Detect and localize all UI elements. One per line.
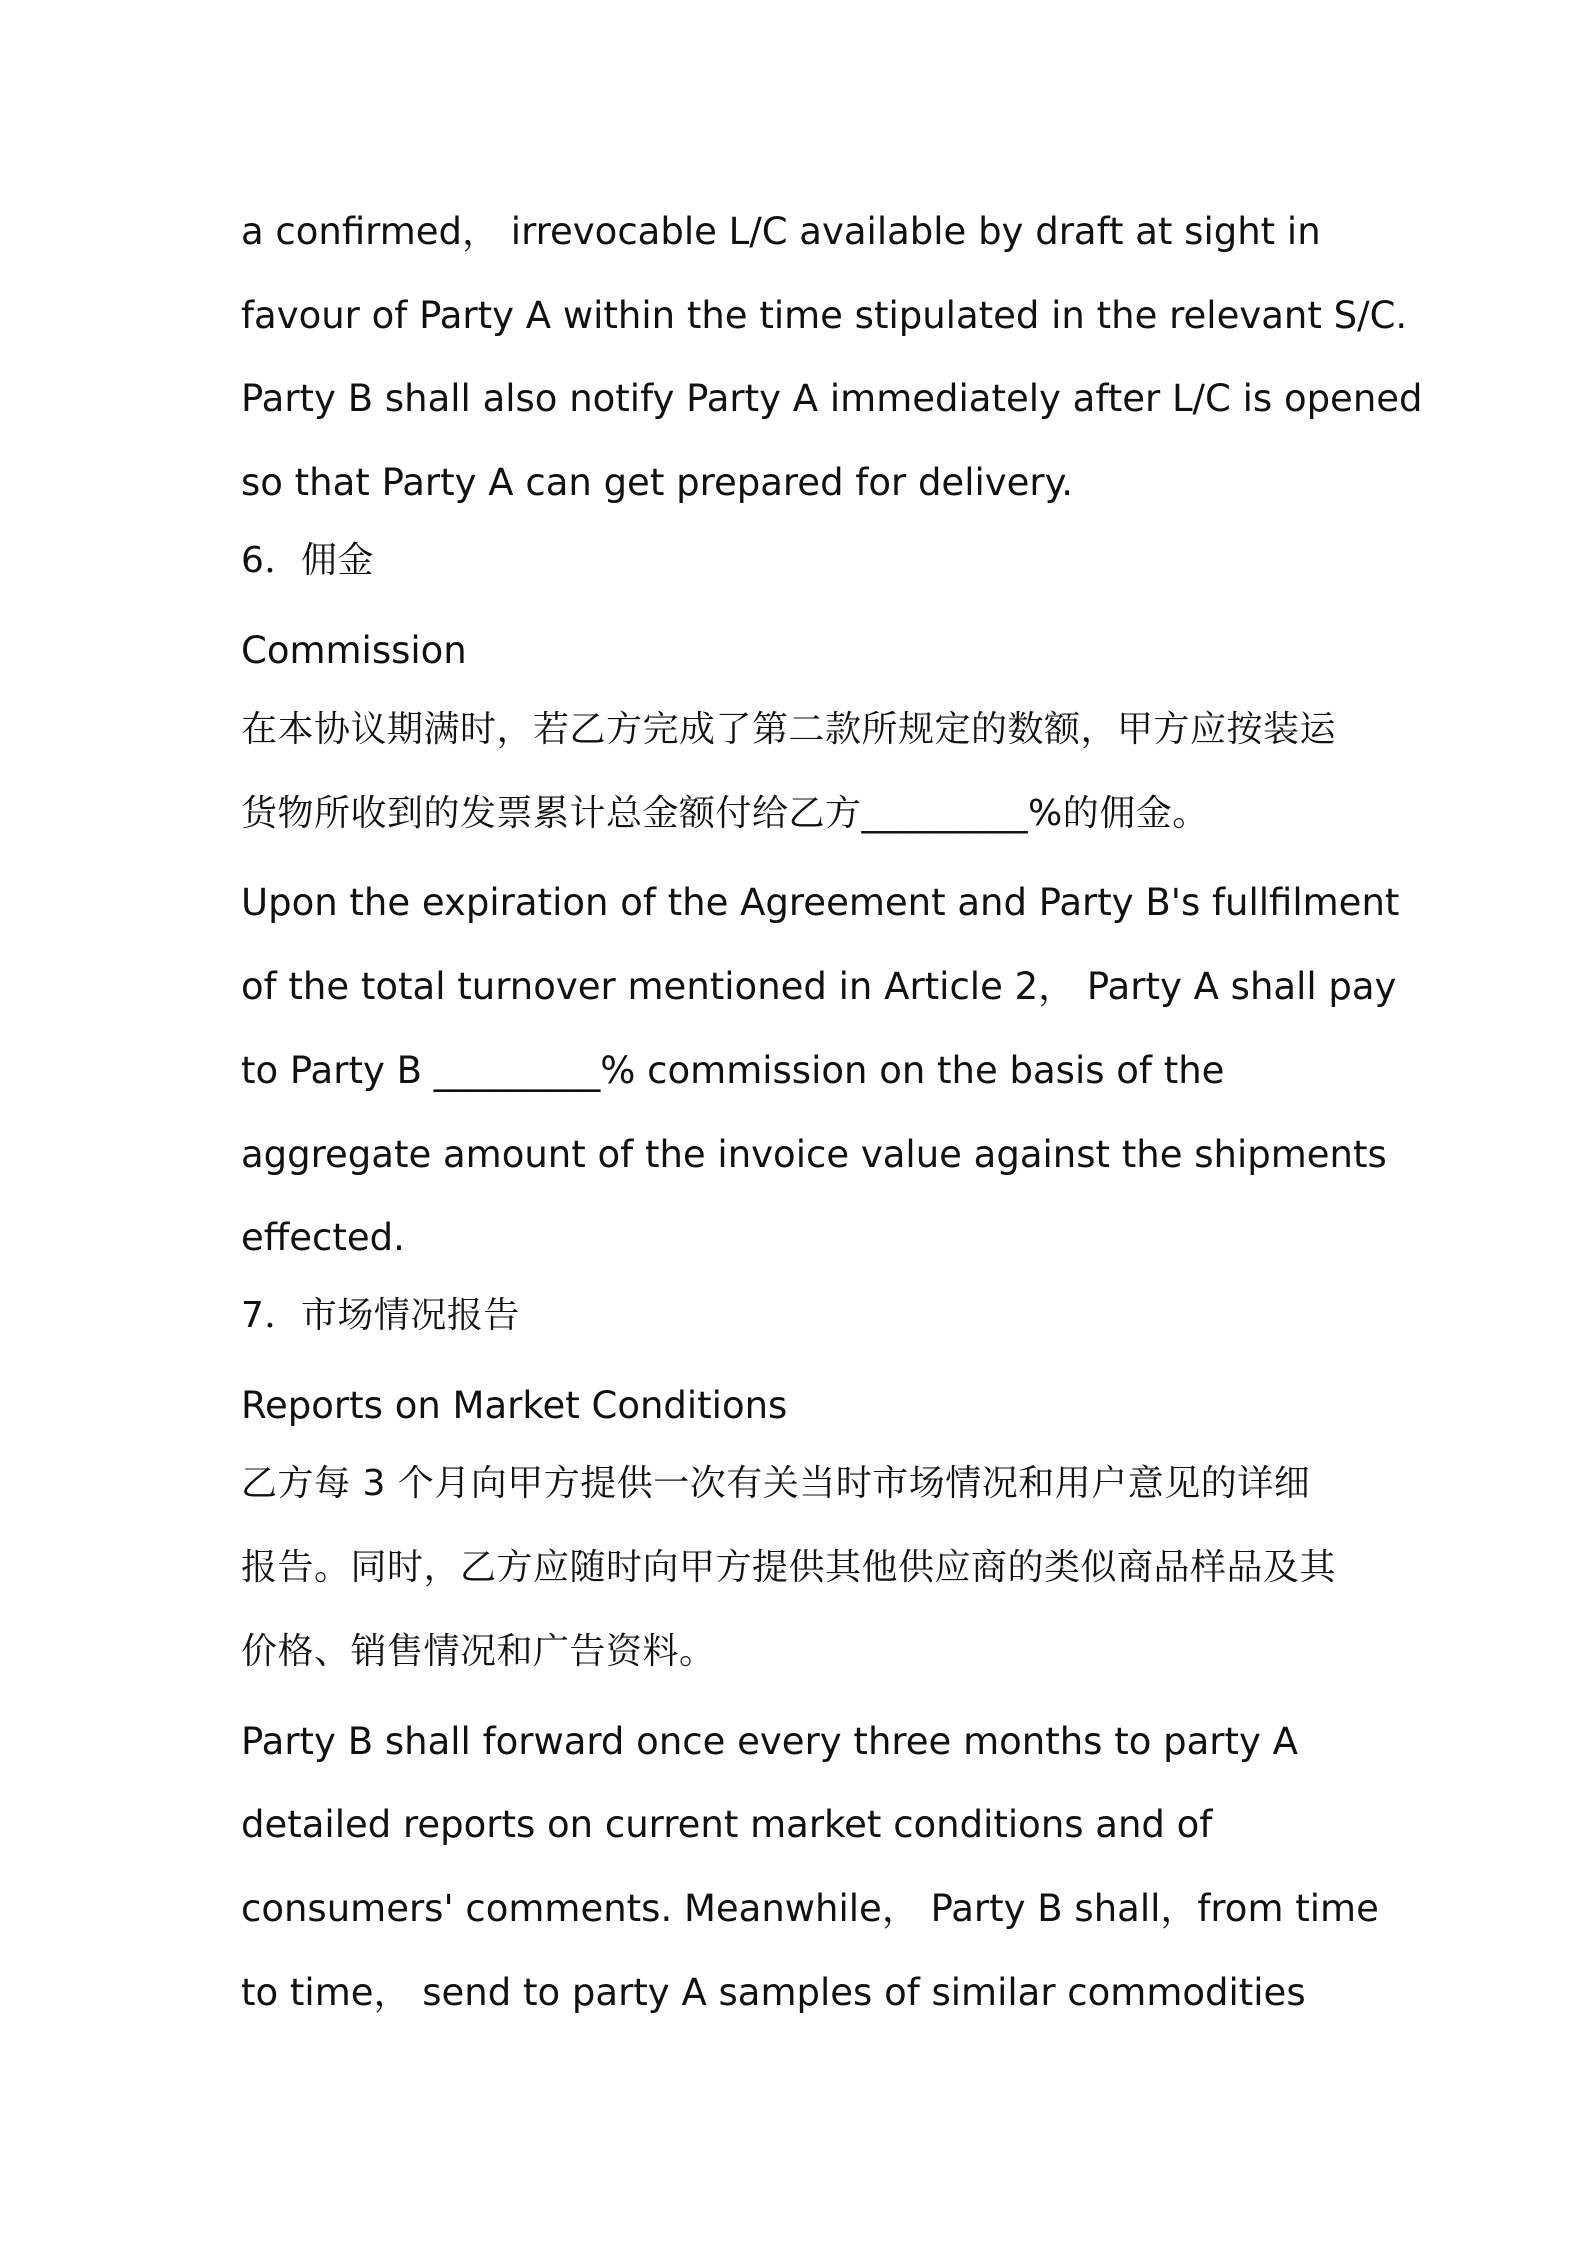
text-line: detailed reports on current market conditions and of	[241, 1803, 1213, 1846]
section-title-reports: Reports on Market Conditions	[241, 1384, 788, 1427]
section-heading-6: 6．佣金	[241, 540, 374, 581]
text-line: so that Party A can get prepared for delivery.	[241, 461, 1074, 504]
text-line: Party B shall forward once every three months to party A	[241, 1720, 1298, 1763]
text-line: a confirmed， irrevocable L/C available by draft at sight in	[241, 210, 1321, 253]
text-line: favour of Party A within the time stipulated in the relevant S/C.	[241, 294, 1408, 337]
text-line: 在本协议期满时，若乙方完成了第二款所规定的数额，甲方应按装运	[241, 709, 1337, 750]
text-line: 价格、销售情况和广告资料。	[241, 1631, 716, 1672]
text-line: to time， send to party A samples of similar commodities	[241, 1971, 1306, 2014]
text-line: consumers' comments. Meanwhile， Party B shall，from time	[241, 1887, 1379, 1930]
text-line: aggregate amount of the invoice value against the shipments	[241, 1133, 1387, 1176]
text-line: to Party B _________% commission on the basis of the	[241, 1049, 1225, 1092]
section-title-commission: Commission	[241, 629, 467, 672]
section-heading-7: 7．市场情况报告	[241, 1295, 520, 1336]
text-line: effected.	[241, 1216, 405, 1259]
text-line: Upon the expiration of the Agreement and Party B's fullfilment	[241, 881, 1400, 924]
text-line: 报告。同时，乙方应随时向甲方提供其他供应商的类似商品样品及其	[241, 1547, 1337, 1588]
text-line: 乙方每 3 个月向甲方提供一次有关当时市场情况和用户意见的详细	[241, 1463, 1311, 1504]
text-line: of the total turnover mentioned in Article 2， Party A shall pay	[241, 965, 1397, 1008]
text-line: Party B shall also notify Party A immediately after L/C is opened	[241, 377, 1423, 420]
text-line: 货物所收到的发票累计总金额付给乙方_________%的佣金。	[241, 793, 1209, 834]
